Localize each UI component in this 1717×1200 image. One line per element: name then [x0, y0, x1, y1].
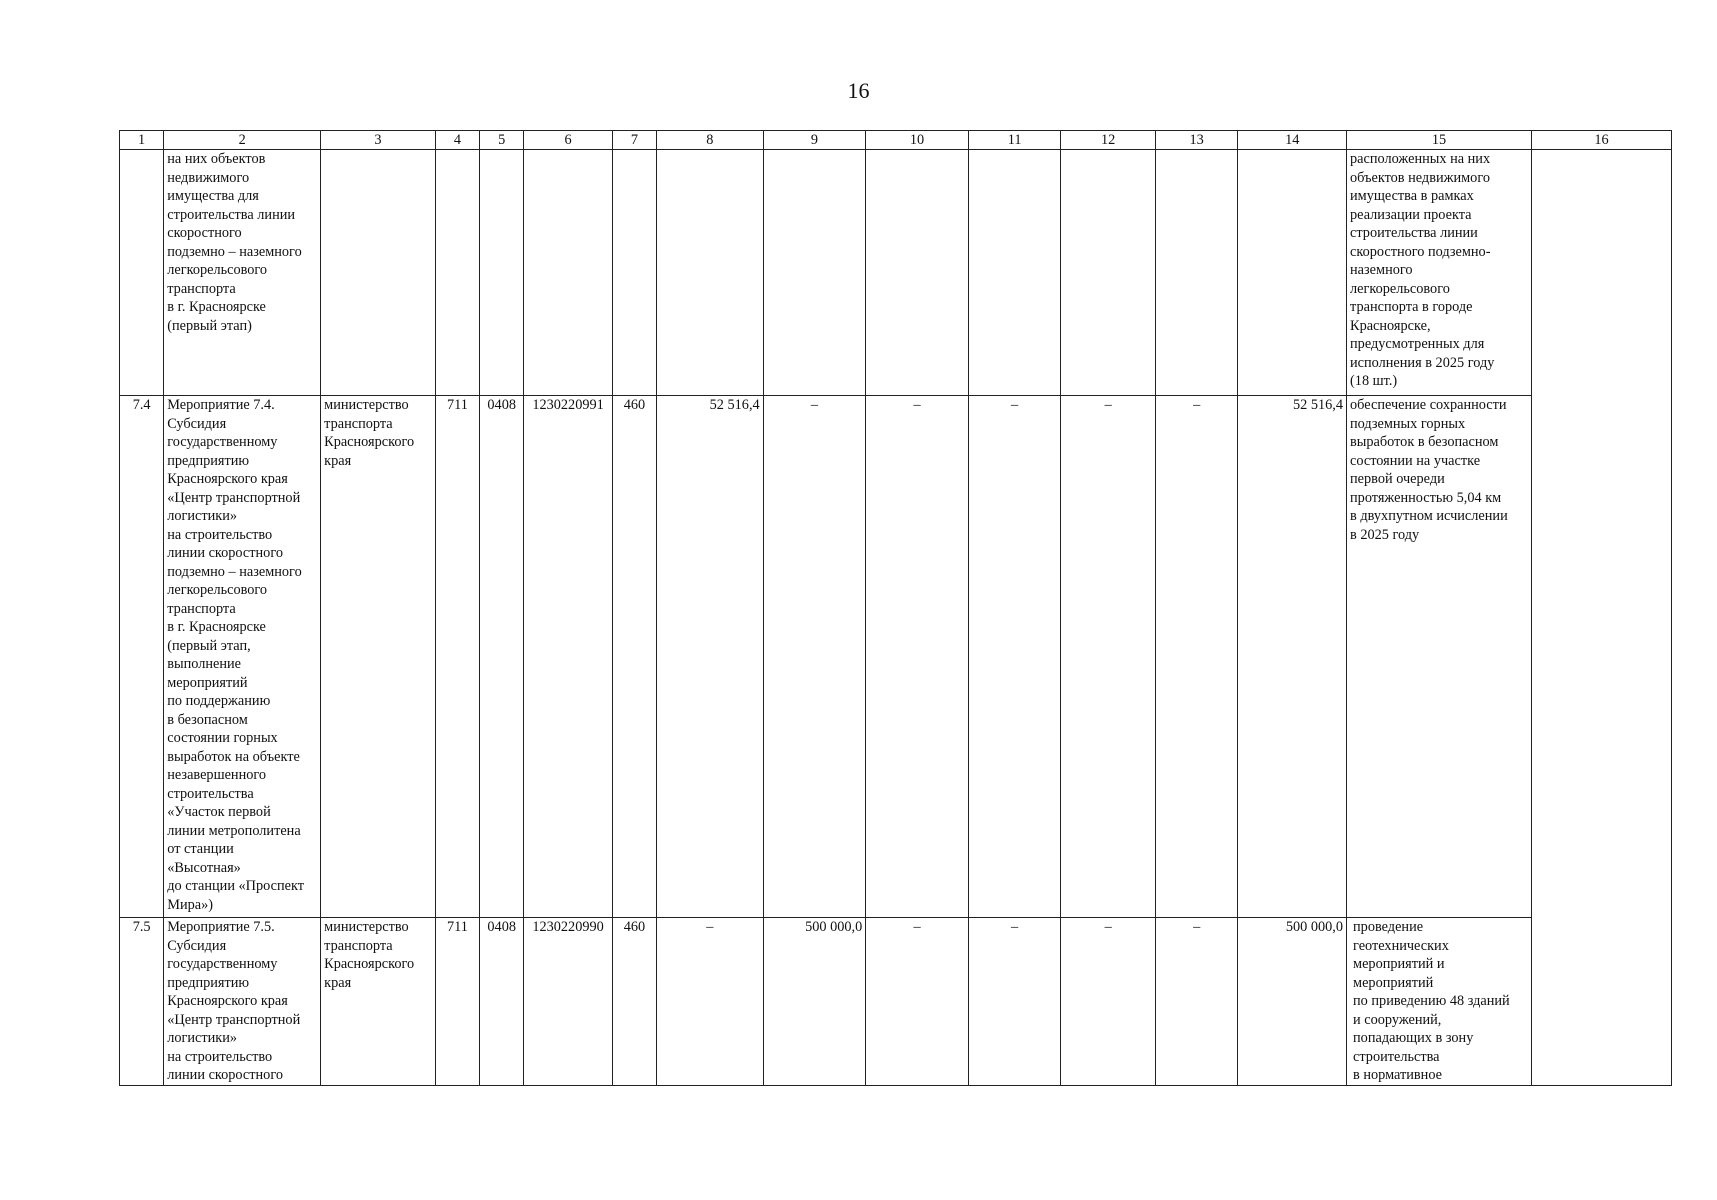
- col-header-16: 16: [1532, 131, 1672, 150]
- cell-col16: [1532, 150, 1672, 1086]
- cell-vr: 460: [612, 396, 656, 918]
- cell-csr: 1230220991: [524, 396, 613, 918]
- cell-col9: 500 000,0: [763, 918, 866, 1086]
- budget-table: [119, 130, 1672, 1086]
- col-header-2: 2: [164, 131, 321, 150]
- cell-grbs: 711: [435, 918, 479, 1086]
- cell-col8: 52 516,4: [657, 396, 764, 918]
- table-row-continuation: [120, 150, 1672, 396]
- cell-col9: –: [763, 396, 866, 918]
- cell-result: проведение геотехнических мероприятий и мероприятий по приведению 48 зданий и сооружений, попадающих в зону строительства в нормативное: [1347, 918, 1532, 1086]
- cell-name: на них объектов недвижимого имущества для строительства линии скоростного подземно – наземного легкорельсового транспорта в г. Красноярске (первый этап): [164, 150, 321, 396]
- cell-grbs: 711: [435, 396, 479, 918]
- col-header-13: 13: [1155, 131, 1237, 150]
- cell-executor: министерство транспорта Красноярского края: [321, 396, 436, 918]
- cell-csr: [524, 150, 613, 396]
- cell-col12: –: [1061, 396, 1156, 918]
- cell-col11: –: [968, 918, 1061, 1086]
- cell-csr: 1230220990: [524, 918, 613, 1086]
- cell-col10: [866, 150, 969, 396]
- cell-col13: –: [1155, 396, 1237, 918]
- cell-rzpr: [480, 150, 524, 396]
- col-header-8: 8: [657, 131, 764, 150]
- cell-result: расположенных на них объектов недвижимого имущества в рамках реализации проекта строительства линии скоростного подземно- наземного легкорельсового транспорта в городе Красноярске, предусмотренных для исполнения в 2025 году (18 шт.): [1347, 150, 1532, 396]
- cell-col13: [1155, 150, 1237, 396]
- cell-col12: [1061, 150, 1156, 396]
- cell-index: 7.4: [120, 396, 164, 918]
- cell-col14: [1238, 150, 1347, 396]
- page-number: 16: [847, 78, 870, 103]
- cell-col10: –: [866, 396, 969, 918]
- cell-executor: [321, 150, 436, 396]
- cell-result: обеспечение сохранности подземных горных выработок в безопасном состоянии на участке первой очереди протяженностью 5,04 км в двухпутном исчислении в 2025 году: [1347, 396, 1532, 918]
- col-header-5: 5: [480, 131, 524, 150]
- cell-grbs: [435, 150, 479, 396]
- col-header-7: 7: [612, 131, 656, 150]
- cell-rzpr: 0408: [480, 918, 524, 1086]
- col-header-9: 9: [763, 131, 866, 150]
- col-header-4: 4: [435, 131, 479, 150]
- cell-col8: [657, 150, 764, 396]
- cell-index: [120, 150, 164, 396]
- table-row-7-5: [120, 918, 1672, 1086]
- col-header-15: 15: [1347, 131, 1532, 150]
- col-header-10: 10: [866, 131, 969, 150]
- cell-vr: 460: [612, 918, 656, 1086]
- header-row: [120, 131, 1672, 150]
- cell-col13: –: [1155, 918, 1237, 1086]
- cell-col14: 500 000,0: [1238, 918, 1347, 1086]
- cell-col8: –: [657, 918, 764, 1086]
- table-row-7-4: [120, 396, 1672, 918]
- col-header-12: 12: [1061, 131, 1156, 150]
- cell-vr: [612, 150, 656, 396]
- cell-col12: –: [1061, 918, 1156, 1086]
- col-header-11: 11: [968, 131, 1061, 150]
- cell-col10: –: [866, 918, 969, 1086]
- cell-name: Мероприятие 7.5. Субсидия государственному предприятию Красноярского края «Центр транспортной логистики» на строительство линии скоростного: [164, 918, 321, 1086]
- cell-col11: [968, 150, 1061, 396]
- cell-index: 7.5: [120, 918, 164, 1086]
- cell-name: Мероприятие 7.4. Субсидия государственному предприятию Красноярского края «Центр транспортной логистики» на строительство линии скоростного подземно – наземного легкорельсового транспорта в г. Красноярске (первый этап, выполнение мероприятий по поддержанию в безопасном состоянии горных выработок на объекте незавершенного строительства «Участок первой линии метрополитена от станции «Высотная» до станции «Проспект Мира»): [164, 396, 321, 918]
- cell-rzpr: 0408: [480, 396, 524, 918]
- cell-col14: 52 516,4: [1238, 396, 1347, 918]
- col-header-3: 3: [321, 131, 436, 150]
- col-header-1: 1: [120, 131, 164, 150]
- col-header-6: 6: [524, 131, 613, 150]
- cell-col9: [763, 150, 866, 396]
- cell-col11: –: [968, 396, 1061, 918]
- col-header-14: 14: [1238, 131, 1347, 150]
- cell-executor: министерство транспорта Красноярского края: [321, 918, 436, 1086]
